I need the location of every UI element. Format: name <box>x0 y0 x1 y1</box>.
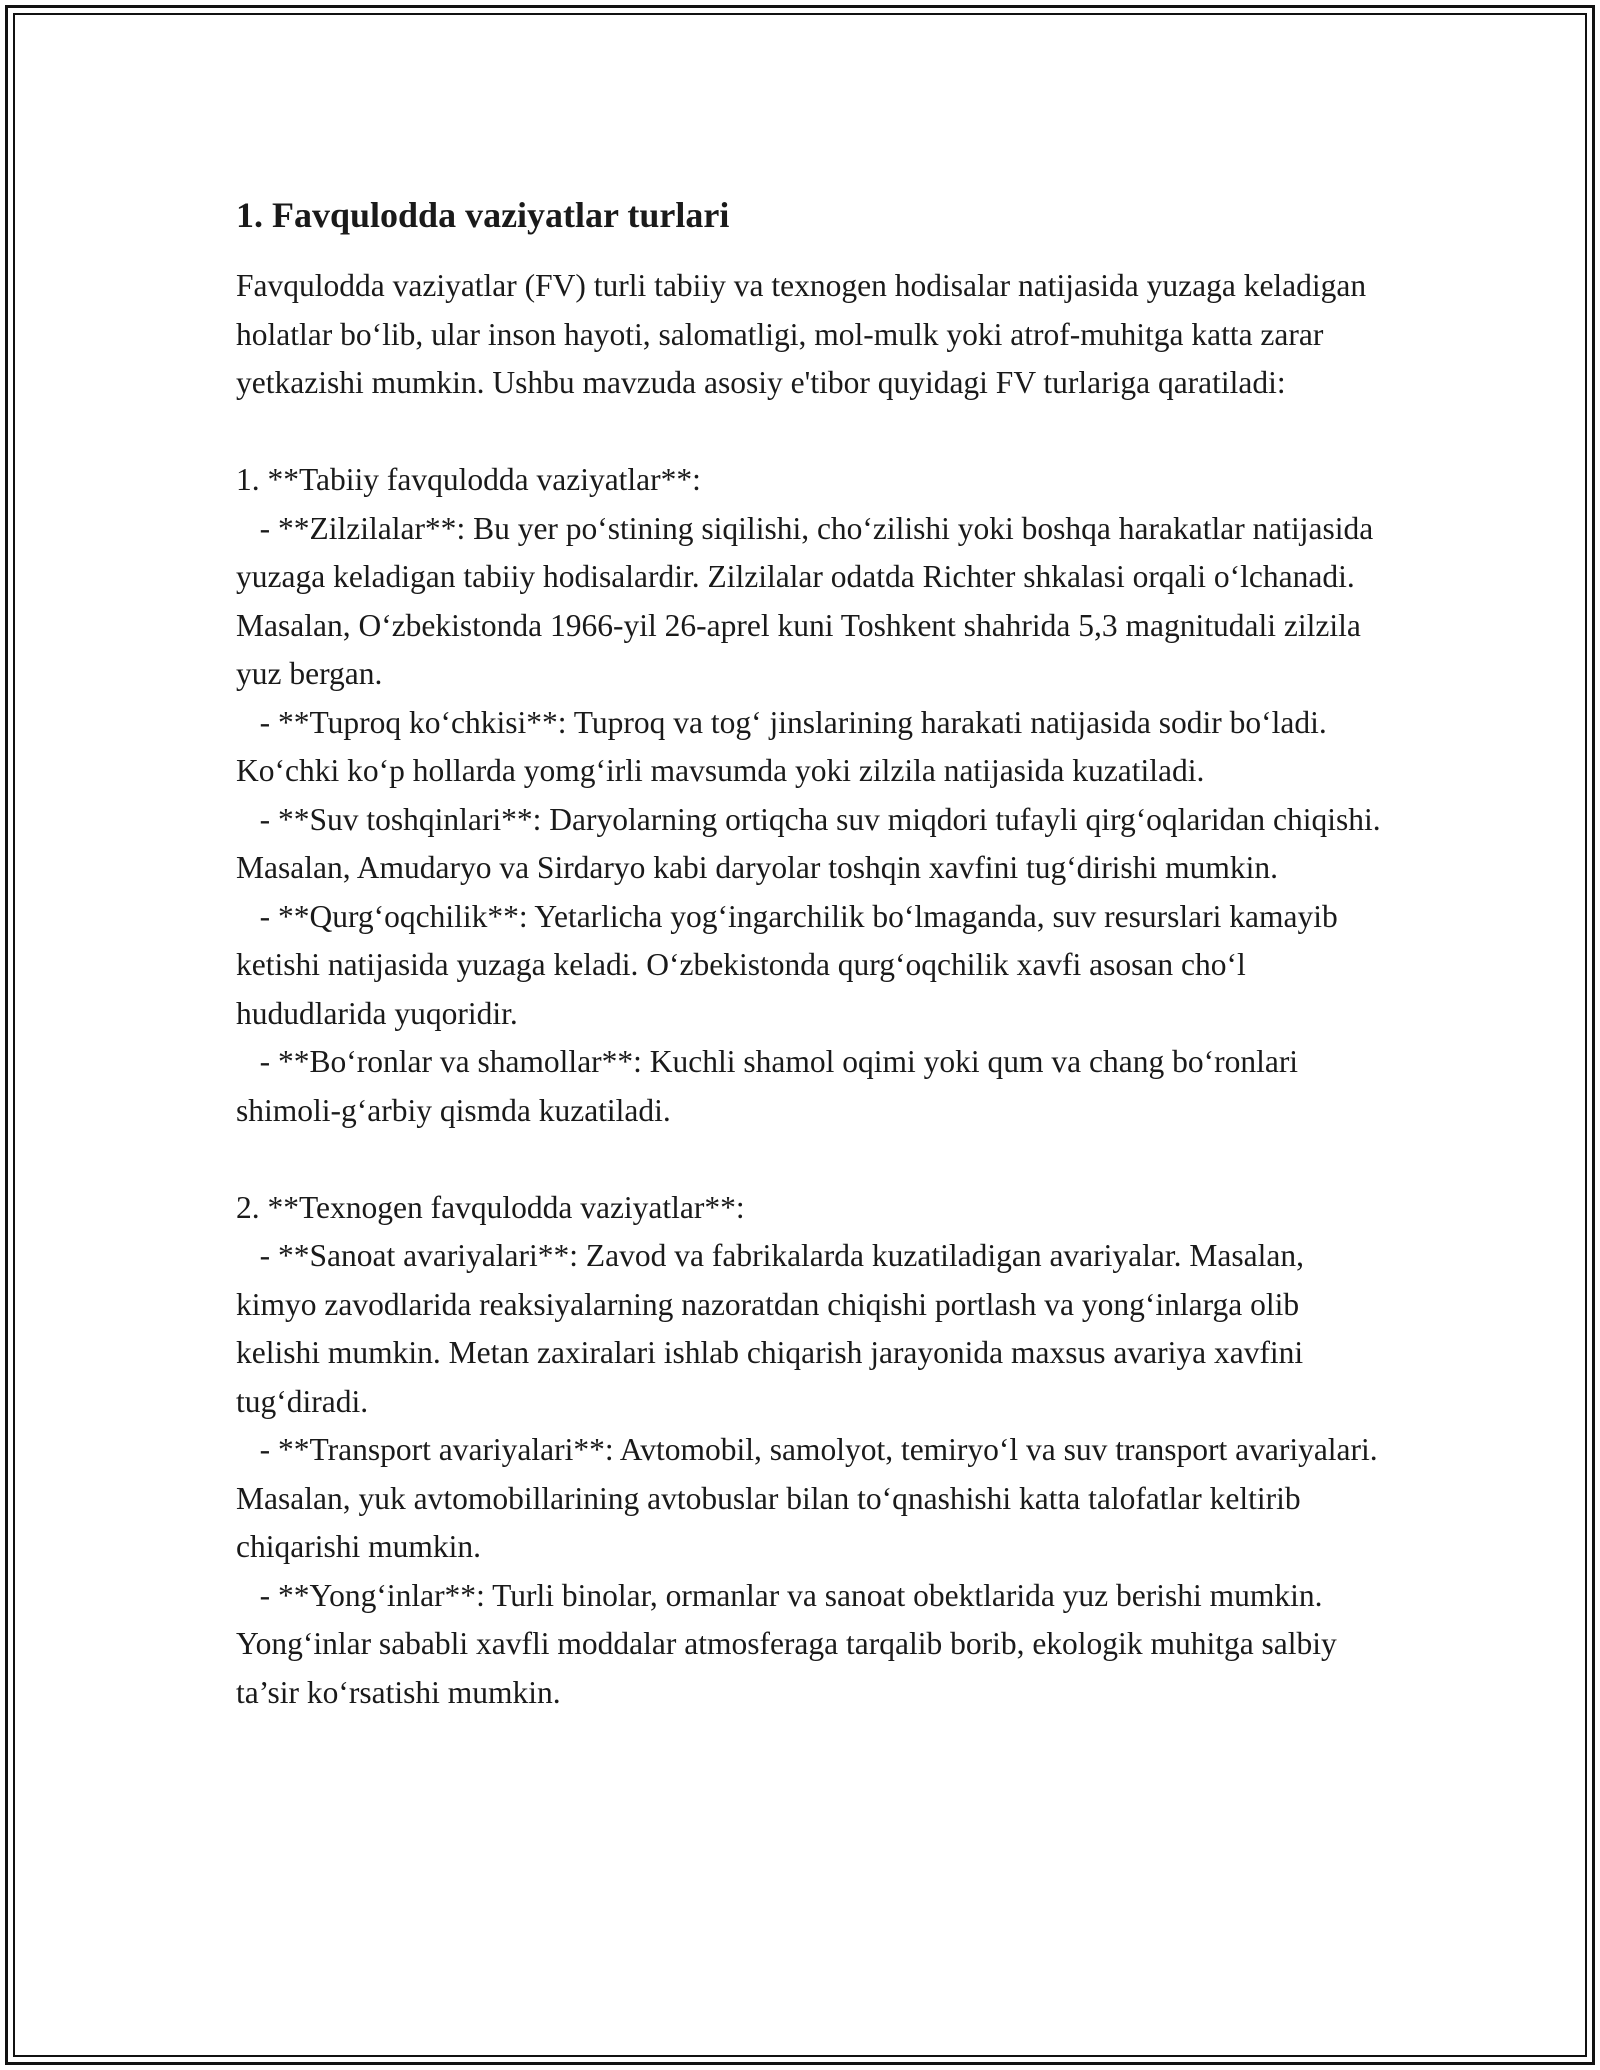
item-label: **Yong‘inlar** <box>278 1577 477 1613</box>
item-text: : Avtomobil, samolyot, temiryo‘l va suv transport avariyalari. Masalan, yuk avtomobillarining avtobuslar bilan to‘qnashishi katta talofatlar keltirib chiqarishi mumkin. <box>236 1432 1378 1564</box>
list-item: - **Sanoat avariyalari**: Zavod va fabrikalarda kuzatiladigan avariyalar. Masalan, kimyo zavodlarida reaksiyalarning nazoratdan chiqishi portlash va yong‘inlarga olib kelishi mumkin. Metan zaxiralari ishlab chiqarish jarayonida maxsus avariya xavfini tug‘diradi. <box>236 1238 1304 1419</box>
intro-paragraph: Favqulodda vaziyatlar (FV) turli tabiiy va texnogen hodisalar natijasida yuzaga keladigan holatlar bo‘lib, ular inson hayoti, salomatligi, mol-mulk yoki atrof-muhitga katta zarar yetkazishi mumkin. Ushbu mavzuda asosiy e'tibor quyidagi FV turlariga qaratiladi: <box>236 268 1367 400</box>
item-label: **Zilzilalar** <box>278 510 457 546</box>
section-natural <box>236 456 1386 1135</box>
section-title: 2. **Texnogen favqulodda vaziyatlar**: <box>236 1189 745 1225</box>
document-body <box>236 190 1386 1717</box>
item-label: **Qurg‘oqchilik** <box>278 898 519 934</box>
item-text: : Tuproq va tog‘ jinslarining harakati natijasida sodir bo‘ladi. Ko‘chki ko‘p hollarda yomg‘irli mavsumda yoki zilzila natijasida kuzatiladi. <box>236 704 1327 788</box>
section-spacer <box>236 1135 1386 1184</box>
item-text: : Daryolarning ortiqcha suv miqdori tufayli qirg‘oqlaridan chiqishi. Masalan, Amudaryo va Sirdaryo kabi daryolar toshqin xavfini tug‘dirishi mumkin. <box>236 801 1381 885</box>
item-label: **Bo‘ronlar va shamollar** <box>278 1044 634 1079</box>
list-item: - **Suv toshqinlari**: Daryolarning ortiqcha suv miqdori tufayli qirg‘oqlaridan chiqishi. Masalan, Amudaryo va Sirdaryo kabi daryolar toshqin xavfini tug‘dirishi mumkin. <box>236 801 1381 885</box>
list-item: - **Qurg‘oqchilik**: Yetarlicha yog‘ingarchilik bo‘lmaganda, suv resurslari kamayib ketishi natijasida yuzaga keladi. O‘zbekistonda qurg‘oqchilik xavfi asosan cho‘l hududlarida yuqoridir. <box>236 898 1338 1031</box>
list-item: - **Bo‘ronlar va shamollar**: Kuchli shamol oqimi yoki qum va chang bo‘ronlari shimoli-g‘arbiy qismda kuzatiladi. <box>236 1044 1299 1128</box>
list-item: - **Zilzilalar**: Bu yer po‘stining siqilishi, cho‘zilishi yoki boshqa harakatlar natijasida yuzaga keladigan tabiiy hodisalardir. Zilzilalar odatda Richter shkalasi orqali o‘lchanadi. Masalan, O‘zbekistonda 1966-yil 26-aprel kuni Toshkent shahrida 5,3 magnitudali zilzila yuz bergan. <box>236 510 1374 691</box>
item-label: **Sanoat avariyalari** <box>278 1238 570 1273</box>
section-technogenic <box>236 1184 1386 1718</box>
item-text: : Yetarlicha yog‘ingarchilik bo‘lmaganda, suv resurslari kamayib ketishi natijasida yuzaga keladi. O‘zbekistonda qurg‘oqchilik xavfi asosan cho‘l hududlarida yuqoridir. <box>236 898 1338 1031</box>
list-item: - **Yong‘inlar**: Turli binolar, ormanlar va sanoat obektlarida yuz berishi mumkin. Yong‘inlar sababli xavfli moddalar atmosferaga tarqalib borib, ekologik muhitga salbiy ta’sir ko‘rsatishi mumkin. <box>236 1577 1337 1710</box>
item-text: : Turli binolar, ormanlar va sanoat obektlarida yuz berishi mumkin. Yong‘inlar sababli xavfli moddalar atmosferaga tarqalib borib, ekologik muhitga salbiy ta’sir ko‘rsatishi mumkin. <box>236 1577 1337 1710</box>
item-text: : Bu yer po‘stining siqilishi, cho‘zilishi yoki boshqa harakatlar natijasida yuzaga keladigan tabiiy hodisalardir. Zilzilalar odatda Richter shkalasi orqali o‘lchanadi. Masalan, O‘zbekistonda 1966-yil 26-aprel kuni Toshkent shahrida 5,3 magnitudali zilzila yuz bergan. <box>236 510 1374 691</box>
list-item: - **Tuproq ko‘chkisi**: Tuproq va tog‘ jinslarining harakati natijasida sodir bo‘ladi. Ko‘chki ko‘p hollarda yomg‘irli mavsumda yoki zilzila natijasida kuzatiladi. <box>236 704 1327 788</box>
page-title: 1. Favqulodda vaziyatlar turlari <box>236 195 730 235</box>
item-label: **Suv toshqinlari** <box>278 801 533 837</box>
section-spacer <box>236 408 1386 457</box>
item-text: : Zavod va fabrikalarda kuzatiladigan avariyalar. Masalan, kimyo zavodlarida reaksiyalarning nazoratdan chiqishi portlash va yong‘inlarga olib kelishi mumkin. Metan zaxiralari ishlab chiqarish jarayonida maxsus avariya xavfini tug‘diradi. <box>236 1238 1304 1419</box>
item-label: **Tuproq ko‘chkisi** <box>278 704 558 740</box>
section-title: 1. **Tabiiy favqulodda vaziyatlar**: <box>236 462 701 497</box>
list-item: - **Transport avariyalari**: Avtomobil, samolyot, temiryo‘l va suv transport avariyalari. Masalan, yuk avtomobillarining avtobuslar bilan to‘qnashishi katta talofatlar keltirib chiqarishi mumkin. <box>236 1432 1378 1564</box>
item-label: **Transport avariyalari** <box>278 1432 605 1467</box>
item-text: : Kuchli shamol oqimi yoki qum va chang bo‘ronlari shimoli-g‘arbiy qismda kuzatiladi. <box>236 1044 1299 1128</box>
